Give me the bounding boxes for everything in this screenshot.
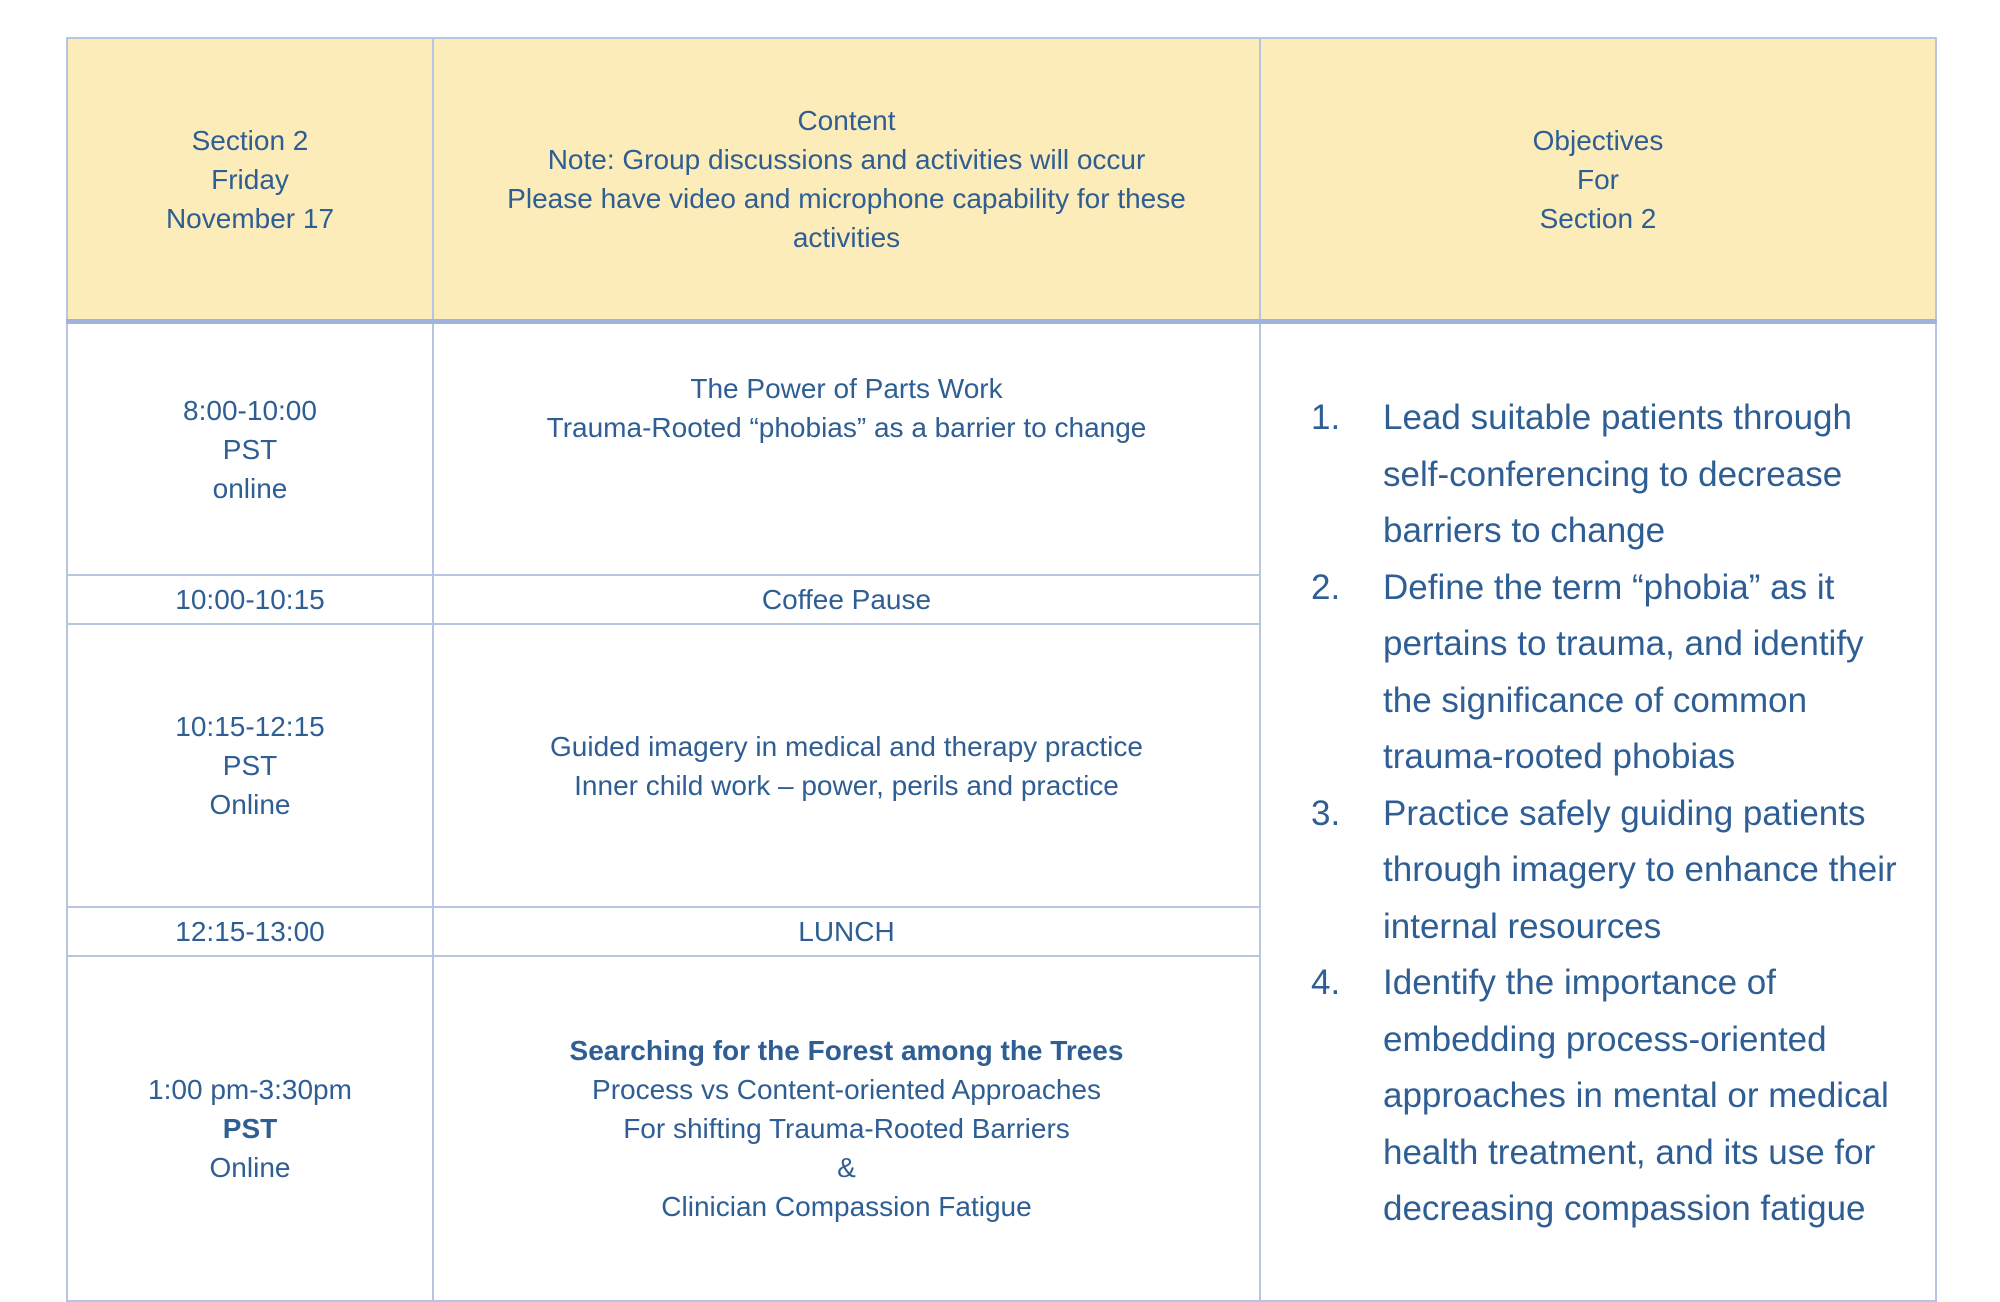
objective-item xyxy=(1261,955,1915,1238)
content-line: Trauma-Rooted “phobias” as a barrier to change xyxy=(546,412,1147,443)
content-line: LUNCH xyxy=(798,916,895,947)
content-line: The Power of Parts Work xyxy=(690,373,1003,404)
schedule-table xyxy=(66,37,1937,1302)
content-line: For shifting Trauma-Rooted Barriers xyxy=(623,1113,1070,1144)
session-title: Searching for the Forest among the Trees xyxy=(569,1035,1124,1066)
content-note-line-3: activities xyxy=(792,222,901,253)
objective-text: Lead suitable patients through self-conferencing to decrease barriers to change xyxy=(1383,398,1852,550)
time-cell xyxy=(67,575,433,624)
section-label: Section 2 xyxy=(191,124,309,156)
time-cell xyxy=(67,322,433,576)
time-zone: PST xyxy=(222,750,278,781)
time-range: 10:00-10:15 xyxy=(175,584,325,615)
objective-number: 1. xyxy=(1311,398,1341,437)
content-line: Clinician Compassion Fatigue xyxy=(661,1191,1032,1222)
objective-number: 2. xyxy=(1311,567,1341,607)
time-range: 12:15-13:00 xyxy=(175,916,325,947)
content-cell xyxy=(433,575,1260,624)
section-day: Friday xyxy=(211,163,289,195)
time-cell xyxy=(67,956,433,1301)
time-zone: PST xyxy=(222,1113,278,1144)
content-line: Coffee Pause xyxy=(761,584,932,615)
objective-item xyxy=(1261,390,1915,560)
content-header-cell xyxy=(433,38,1260,322)
time-zone: PST xyxy=(222,433,278,465)
session-mode: online xyxy=(212,472,288,504)
section-date: November 17 xyxy=(165,202,335,234)
objective-number: 3. xyxy=(1311,793,1341,833)
objective-item xyxy=(1261,560,1915,786)
content-line: & xyxy=(837,1152,856,1183)
objectives-for: For xyxy=(1577,163,1619,195)
objectives-cell xyxy=(1260,322,1936,1302)
time-range: 8:00-10:00 xyxy=(183,394,317,426)
time-cell xyxy=(67,907,433,956)
objectives-section: Section 2 xyxy=(1539,202,1657,234)
content-cell xyxy=(433,956,1260,1301)
session-mode: Online xyxy=(209,1152,291,1183)
objective-number: 4. xyxy=(1311,963,1341,1002)
objective-text: Identify the importance of embedding process-oriented approaches in mental or medical health treatment, and its use for decreasing compassion fatigue xyxy=(1383,963,1889,1228)
content-cell xyxy=(433,907,1260,956)
content-line: Process vs Content-oriented Approaches xyxy=(592,1074,1101,1105)
objective-text: Define the term “phobia” as it pertains to trauma, and identify the significance of common trauma-rooted phobias xyxy=(1383,567,1864,776)
content-line: Inner child work – power, perils and practice xyxy=(574,769,1119,801)
content-title: Content xyxy=(797,105,896,136)
objectives-title: Objectives xyxy=(1532,124,1664,156)
header-row xyxy=(67,38,1936,322)
time-range: 1:00 pm-3:30pm xyxy=(148,1074,352,1105)
table-row xyxy=(67,322,1936,576)
session-mode: Online xyxy=(209,789,291,820)
objectives-header-cell xyxy=(1260,38,1936,322)
content-line: Guided imagery in medical and therapy practice xyxy=(550,730,1143,762)
content-note-line-2: Please have video and microphone capability for these xyxy=(507,183,1186,214)
content-cell xyxy=(433,322,1260,576)
objectives-list xyxy=(1261,324,1935,1238)
content-note-line-1: Note: Group discussions and activities will occur xyxy=(547,144,1146,175)
section-header-cell xyxy=(67,38,433,322)
time-range: 10:15-12:15 xyxy=(175,711,325,742)
content-cell xyxy=(433,624,1260,907)
objective-item xyxy=(1261,786,1915,956)
objective-text: Practice safely guiding patients through imagery to enhance their internal resources xyxy=(1383,793,1897,946)
time-cell xyxy=(67,624,433,907)
